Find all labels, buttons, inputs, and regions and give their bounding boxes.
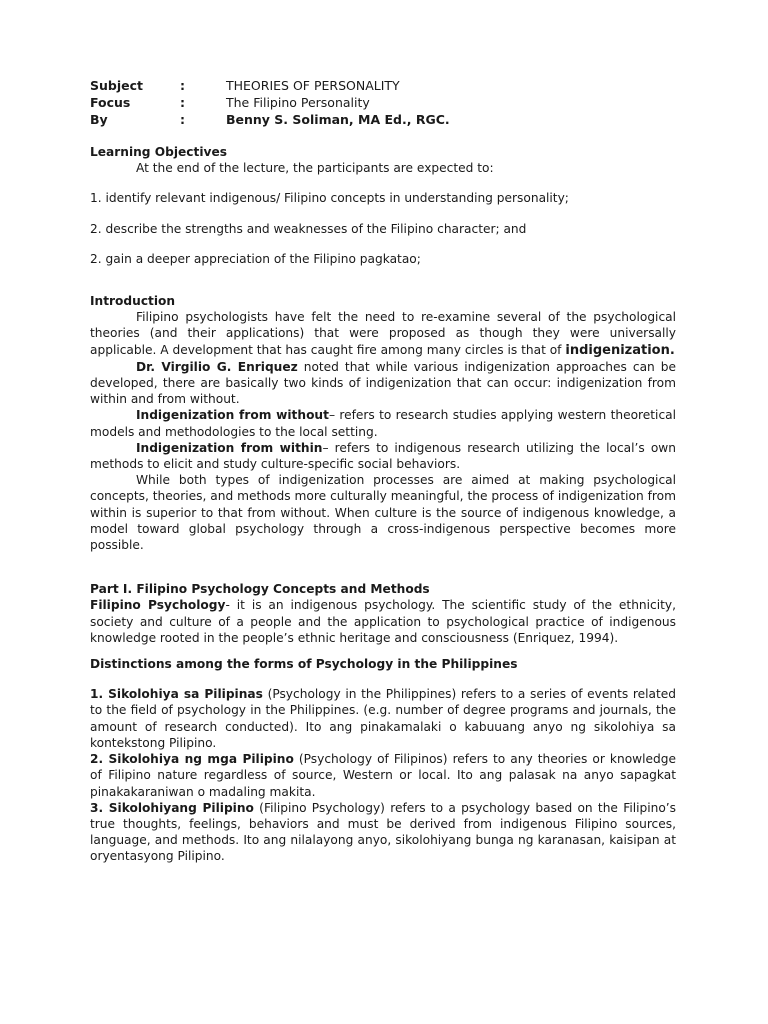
intro-p2-bold: Dr. Virgilio G. Enriquez [136, 359, 298, 374]
d2-text: (Psychology of Filipinos) refers to any theories or knowledge of Filipino nature regardless of source, Western or local. Ito ang palasak na anyo sapagkat pinakakaraniwan o madaling makita. [90, 752, 676, 799]
intro-paragraph-4 [90, 440, 676, 472]
objective-item: 2. gain a deeper appreciation of the Filipino pagkatao; [90, 251, 421, 266]
fp-bold: Filipino Psychology [90, 598, 226, 613]
part1-heading: Part I. Filipino Psychology Concepts and Methods [90, 582, 430, 597]
intro-paragraph-2 [90, 359, 676, 408]
intro-paragraph-5: While both types of indigenization processes are aimed at making psychological concepts, theories, and methods more culturally meaningful, the process of indigenization from within is superior to that from without. When culture is the source of indigenous knowledge, a model toward global psychology through a cross-indigenous perspective becomes more possible. [90, 473, 676, 553]
objective-item: 1. identify relevant indigenous/ Filipino concepts in understanding personality; [90, 191, 569, 206]
focus-label: Focus [90, 95, 131, 110]
d1-bold: 1. Sikolohiya sa Pilipinas [90, 687, 263, 702]
d1-text: (Psychology in the Philippines) refers to a series of events related to the field of psychology in the Philippines. (e.g. number of degree programs and journals, the amount of research conducted). Ito ang pinakamalaki o kabuuang anyo ng sikolohiya sa kontekstong Pilipino. [90, 687, 676, 750]
filipino-psychology-paragraph [90, 597, 676, 646]
distinction-2 [90, 751, 676, 800]
intro-p2-text: noted that while various indigenization approaches can be developed, there are basically two kinds of indigenization that can occur: indigenization from within and from without. [90, 359, 676, 407]
focus-colon: : [180, 95, 185, 110]
document-page [90, 78, 676, 865]
intro-p4-text: – refers to indigenous research utilizing the local’s own methods to elicit and study culture-specific social behaviors. [90, 440, 676, 472]
intro-p3-text: – refers to research studies applying western theoretical models and methodologies to the local setting. [90, 408, 676, 439]
fp-text: - it is an indigenous psychology. The scientific study of the ethnicity, society and culture of a people and the application to psychological practice of indigenous knowledge rooted in the people’s ethnic heritage and consciousness (Enriquez, 1994). [90, 598, 676, 645]
intro-p1-text: Filipino psychologists have felt the need to re-examine several of the psychological theories (and their applications) that were proposed as though they were universally applicable. A development that has caught fire among many circles is that of [90, 310, 676, 357]
d3-bold: 3. Sikolohiyang Pilipino [90, 800, 254, 815]
d2-bold: 2. Sikolohiya ng mga Pilipino [90, 752, 294, 767]
d3-text: (Filipino Psychology) refers to a psychology based on the Filipino’s true thoughts, feelings, behaviors and must be derived from indigenous Filipino sources, language, and methods. Ito ang nilalayong anyo, sikolohiyang bunga ng karanasan, kaisipan at oryentasyong Pilipino. [90, 800, 677, 864]
learning-objectives-heading: Learning Objectives [90, 145, 227, 159]
intro-paragraph-1 [90, 309, 676, 359]
distinction-1 [90, 686, 676, 751]
subject-label: Subject [90, 78, 143, 93]
subject-value: THEORIES OF PERSONALITY [226, 78, 400, 93]
distinctions-heading: Distinctions among the forms of Psychology in the Philippines [90, 657, 518, 672]
focus-value: The Filipino Personality [226, 95, 370, 110]
author-value: Benny S. Soliman, MA Ed., RGC. [226, 112, 450, 127]
distinction-3 [90, 800, 676, 865]
focus-row [90, 95, 676, 112]
subject-row [90, 78, 676, 95]
introduction-heading: Introduction [90, 294, 176, 309]
objective-item: 2. describe the strengths and weaknesses of the Filipino character; and [90, 221, 527, 236]
author-label: By [90, 112, 108, 127]
author-row [90, 112, 676, 129]
intro-p4-bold: Indigenization from within [136, 440, 323, 455]
subject-colon: : [180, 78, 185, 93]
intro-p3-bold: Indigenization from without [136, 408, 329, 423]
intro-p1-bold: indigenization. [565, 342, 675, 358]
author-colon: : [180, 112, 185, 127]
intro-paragraph-3 [90, 407, 676, 439]
objectives-intro: At the end of the lecture, the participants are expected to: [136, 161, 494, 176]
